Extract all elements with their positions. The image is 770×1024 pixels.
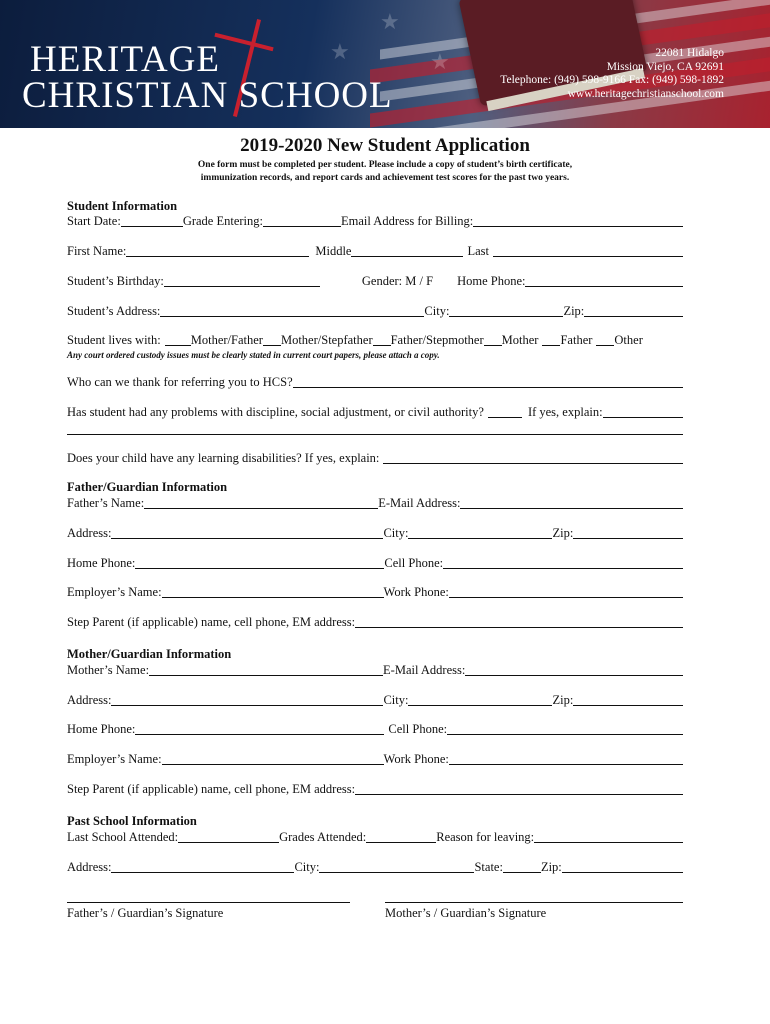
mother-work-phone-field[interactable]	[449, 753, 683, 765]
star-icon: ★	[380, 10, 400, 35]
father-address-label: Address:	[67, 526, 112, 540]
address-line-2: Mission Viejo, CA 92691	[606, 60, 724, 73]
mother-step-parent-label: Step Parent (if applicable) name, cell phone, EM address:	[67, 782, 356, 796]
star-icon: ★	[330, 40, 350, 65]
mother-name-field[interactable]	[149, 664, 383, 676]
mother-home-phone-label: Home Phone:	[67, 722, 136, 736]
home-phone-label: Home Phone:	[457, 274, 526, 288]
row-mother-address	[67, 693, 683, 708]
website-link[interactable]: www.heritagechristianschool.com	[567, 87, 724, 100]
last-name-label: Last	[467, 244, 490, 258]
last-school-field[interactable]	[178, 831, 279, 843]
father-signature-label: Father’s / Guardian’s Signature	[67, 906, 224, 920]
past-school-zip-field[interactable]	[562, 861, 683, 873]
reason-leaving-field[interactable]	[534, 831, 683, 843]
row-name	[67, 244, 683, 259]
address-label: Student’s Address:	[67, 304, 161, 318]
address-line-1: 22081 Hidalgo	[655, 47, 724, 59]
middle-name-label: Middle	[315, 244, 352, 258]
father-email-label: E-Mail Address:	[378, 496, 461, 510]
disabilities-field[interactable]	[383, 452, 683, 464]
lives-with-option: Mother/Stepfather	[280, 333, 373, 347]
mother-home-phone-field[interactable]	[135, 723, 384, 735]
if-yes-label: If yes, explain:	[527, 405, 603, 419]
grades-attended-field[interactable]	[366, 831, 436, 843]
lives-with-option: Father/Stepmother	[390, 333, 484, 347]
phone-line: Telephone: (949) 598-9166 Fax: (949) 598-1892	[500, 74, 724, 86]
referral-field[interactable]	[293, 376, 683, 388]
cross-icon-bar	[214, 33, 273, 51]
mother-employer-label: Employer’s Name:	[67, 752, 162, 766]
lives-with-label: Student lives with:	[67, 333, 161, 347]
past-school-zip-label: Zip:	[540, 860, 562, 874]
row-mother-employer	[67, 752, 683, 767]
lives-with-blank[interactable]	[263, 334, 281, 346]
row-start-date	[67, 214, 683, 229]
lives-with-blank[interactable]	[165, 334, 191, 346]
mother-city-label: City:	[383, 693, 409, 707]
first-name-label: First Name:	[67, 244, 127, 258]
logo-line-2: CHRISTIAN SCHOOL	[22, 75, 393, 116]
past-school-address-field[interactable]	[111, 861, 294, 873]
father-step-parent-label: Step Parent (if applicable) name, cell phone, EM address:	[67, 615, 356, 629]
birthday-label: Student’s Birthday:	[67, 274, 164, 288]
email-billing-label: Email Address for Billing:	[341, 214, 474, 228]
first-name-field[interactable]	[126, 245, 309, 257]
father-home-phone-field[interactable]	[135, 557, 384, 569]
row-father-name	[67, 496, 683, 511]
start-date-field[interactable]	[121, 215, 183, 227]
row-father-phone	[67, 556, 683, 571]
grade-entering-field[interactable]	[263, 215, 341, 227]
mother-cell-phone-field[interactable]	[447, 723, 683, 735]
lives-with-option: Other	[614, 333, 643, 347]
student-info-heading: Student Information	[67, 199, 178, 213]
subtitle-line-2: immunization records, and report cards and achievement test scores for the past two years.	[200, 173, 570, 183]
father-step-parent-field[interactable]	[355, 616, 683, 628]
zip-label: Zip:	[563, 304, 585, 318]
lives-with-blank[interactable]	[373, 334, 391, 346]
row-father-step-parent	[67, 615, 683, 630]
city-label: City:	[424, 304, 450, 318]
father-name-field[interactable]	[144, 497, 378, 509]
past-school-state-label: State:	[474, 860, 503, 874]
row-last-school	[67, 830, 683, 845]
city-field[interactable]	[449, 305, 563, 317]
mother-zip-label: Zip:	[552, 693, 574, 707]
custody-note: Any court ordered custody issues must be clearly stated in current court papers, please attach a copy.	[67, 350, 440, 360]
father-name-label: Father’s Name:	[67, 496, 145, 510]
row-past-school-address	[67, 860, 683, 875]
middle-name-field[interactable]	[351, 245, 463, 257]
last-name-field[interactable]	[493, 245, 683, 257]
address-field[interactable]	[160, 305, 424, 317]
father-employer-label: Employer’s Name:	[67, 585, 162, 599]
mother-signature-line[interactable]	[385, 902, 683, 903]
row-discipline	[67, 405, 683, 420]
gender-label[interactable]: Gender: M / F	[361, 274, 434, 288]
start-date-label: Start Date:	[67, 214, 121, 228]
mother-email-label: E-Mail Address:	[383, 663, 466, 677]
row-mother-step-parent	[67, 782, 683, 797]
lives-with-blank[interactable]	[596, 334, 614, 346]
father-city-field[interactable]	[408, 527, 552, 539]
lives-with-option: Mother	[501, 333, 539, 347]
row-father-address	[67, 526, 683, 541]
mother-step-parent-field[interactable]	[355, 783, 683, 795]
disabilities-label: Does your child have any learning disabilities? If yes, explain:	[67, 451, 380, 465]
row-mother-phone	[67, 722, 683, 737]
row-referral	[67, 375, 683, 390]
mother-cell-phone-label: Cell Phone:	[388, 722, 448, 736]
school-contact	[500, 47, 724, 101]
last-school-label: Last School Attended:	[67, 830, 179, 844]
row-disabilities	[67, 451, 683, 466]
past-school-heading: Past School Information	[67, 814, 197, 828]
star-icon: ★	[430, 50, 450, 75]
discipline-label: Has student had any problems with discipline, social adjustment, or civil authority?	[67, 405, 484, 419]
father-cell-phone-field[interactable]	[443, 557, 683, 569]
mother-name-label: Mother’s Name:	[67, 663, 150, 677]
father-zip-field[interactable]	[573, 527, 683, 539]
mother-work-phone-label: Work Phone:	[383, 752, 449, 766]
mother-address-field[interactable]	[111, 694, 383, 706]
grades-attended-label: Grades Attended:	[279, 830, 367, 844]
father-work-phone-label: Work Phone:	[383, 585, 449, 599]
lives-with-option: Father	[560, 333, 593, 347]
discipline-field[interactable]	[488, 406, 522, 418]
past-school-address-label: Address:	[67, 860, 112, 874]
zip-field[interactable]	[584, 305, 683, 317]
father-home-phone-label: Home Phone:	[67, 556, 136, 570]
past-school-city-label: City:	[294, 860, 320, 874]
logo-line-1: HERITAGE	[30, 39, 221, 80]
father-signature-line[interactable]	[67, 902, 350, 903]
mother-info-heading: Mother/Guardian Information	[67, 647, 232, 661]
father-employer-field[interactable]	[162, 586, 384, 598]
form-subtitle	[0, 159, 770, 185]
discipline-explain-field[interactable]	[603, 406, 683, 418]
email-billing-field[interactable]	[473, 215, 683, 227]
father-cell-phone-label: Cell Phone:	[384, 556, 444, 570]
father-email-field[interactable]	[460, 497, 683, 509]
referral-label: Who can we thank for referring you to HCS?	[67, 375, 293, 389]
mother-email-field[interactable]	[465, 664, 683, 676]
home-phone-field[interactable]	[525, 275, 683, 287]
form-title: 2019-2020 New Student Application	[240, 135, 530, 156]
mother-city-field[interactable]	[408, 694, 552, 706]
row-address	[67, 304, 683, 319]
birthday-field[interactable]	[164, 275, 320, 287]
lives-with-option: Mother/Father	[190, 333, 263, 347]
father-city-label: City:	[383, 526, 409, 540]
row-father-employer	[67, 585, 683, 600]
mother-employer-field[interactable]	[162, 753, 384, 765]
row-lives-with	[67, 333, 683, 348]
mother-zip-field[interactable]	[573, 694, 683, 706]
mother-address-label: Address:	[67, 693, 112, 707]
lives-with-blank[interactable]	[542, 334, 560, 346]
header-banner	[0, 0, 770, 128]
row-birthday	[67, 274, 683, 289]
lives-with-blank[interactable]	[484, 334, 502, 346]
past-school-city-field[interactable]	[319, 861, 474, 873]
subtitle-line-1: One form must be completed per student. Please include a copy of student’s birth certificate,	[197, 160, 573, 170]
discipline-explain-line[interactable]	[67, 434, 683, 435]
mother-signature-label: Mother’s / Guardian’s Signature	[385, 906, 547, 920]
grade-entering-label: Grade Entering:	[182, 214, 263, 228]
father-work-phone-field[interactable]	[449, 586, 683, 598]
father-info-heading: Father/Guardian Information	[67, 480, 228, 494]
reason-leaving-label: Reason for leaving:	[436, 830, 535, 844]
past-school-state-field[interactable]	[503, 861, 541, 873]
father-zip-label: Zip:	[552, 526, 574, 540]
row-mother-name	[67, 663, 683, 678]
father-address-field[interactable]	[111, 527, 383, 539]
